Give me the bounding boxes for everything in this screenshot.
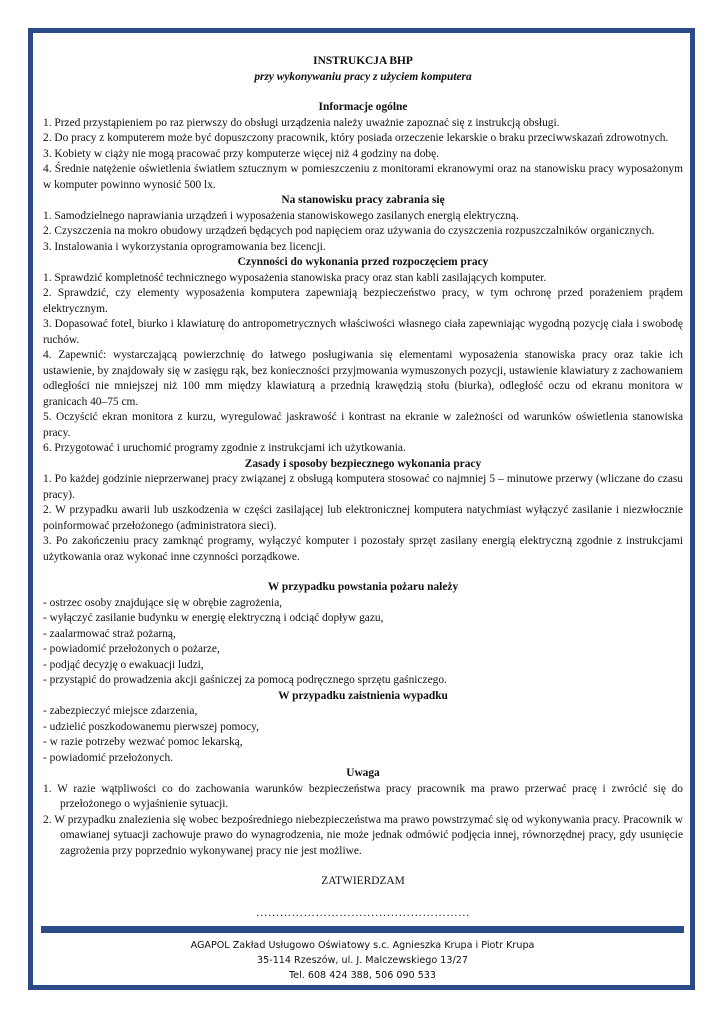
safe-work-item: 2. W przypadku awarii lub uszkodzenia w części zasilającej lub elektronicznej komputera natychmiast wyłączyć zasilanie i niezwłocznie poinformować przełożonego (administratora sieci).	[43, 504, 683, 532]
section-heading-accident: W przypadku zaistnienia wypadku	[278, 689, 448, 702]
section-heading-forbidden: Na stanowisku pracy zabrania się	[281, 194, 445, 206]
general-item: 4. Średnie natężenie oświetlenia światłem sztucznym w pomieszczeniu z monitorami ekranowymi oraz na stanowisku pracy wyposażonym w komputer powinno wynosić 500 lx.	[43, 163, 683, 191]
before-item: 1. Sprawdzić kompletność technicznego wyposażenia stanowiska pracy oraz stan kabli zasilających komputer.	[43, 271, 547, 284]
document-title: INSTRUKCJA BHP	[313, 55, 413, 67]
note-item: 1. W razie wątpliwości co do zachowania warunków bezpieczeństwa pracy pracownik ma prawo przerwać pracę i zwrócić się do przełożonego o wyjaśnienie sytuacji.	[43, 782, 683, 810]
before-item: 3. Dopasować fotel, biurko i klawiaturę do antropometrycznych właściwości własnego ciała zapewniając wygodną pozycję ciała i swobodę ruchów.	[43, 318, 683, 346]
accident-item: - zabezpieczyć miejsce zdarzenia,	[43, 705, 198, 717]
forbidden-item: 3. Instalowania i wykorzystania oprogramowania bez licencji.	[43, 240, 326, 253]
safe-work-item: 1. Po każdej godzinie nieprzerwanej pracy związanej z obsługą komputera stosować co najmniej 5 – minutowe przerwy (wliczane do czasu pracy).	[43, 473, 683, 501]
forbidden-item: 2. Czyszczenia na mokro obudowy urządzeń będących pod napięciem oraz używania do czyszczenia rozpuszczalników organicznych.	[43, 225, 655, 237]
before-item: 6. Przygotować i uruchomić programy zgodnie z instrukcjami ich użytkowania.	[43, 442, 406, 454]
accident-item: - udzielić poszkodowanemu pierwszej pomocy,	[43, 720, 259, 733]
section-heading-before: Czynności do wykonania przed rozpoczęciem pracy	[237, 256, 489, 268]
general-item: 3. Kobiety w ciąży nie mogą pracować przy komputerze więcej niż 4 godziny na dobę.	[43, 147, 439, 160]
fire-item: - zaalarmować straż pożarną,	[43, 627, 176, 640]
accident-item: - powiadomić przełożonych.	[43, 751, 173, 764]
before-item: 4. Zapewnić: wystarczającą powierzchnię do łatwego posługiwania się elementami wyposażenia stanowiska pracy oraz takie ich ustawienie, by znajdowały się w zasięgu rąk, bez konieczności przyjmowania wymuszonych pozycji, ustawienie klawiatury z zachowaniem odległości nie mniejszej niż 100 mm między klawiaturą a przednią krawędzią stołu (biurka), odległość oczu od ekranu monitora w granicach 40–75 cm.	[43, 349, 683, 408]
general-item: 2. Do pracy z komputerem może być dopuszczony pracownik, który posiada orzeczenie lekarskie o braku przeciwwskazań zdrowotnych.	[43, 132, 669, 144]
section-heading-general: Informacje ogólne	[318, 101, 408, 113]
safe-work-item: 3. Po zakończeniu pracy zamknąć programy, wyłączyć komputer i pozostały sprzęt zasilany energią elektryczną zgodnie z instrukcjami użytkowania oraz wykonać inne czynności porządkowe.	[43, 535, 683, 563]
section-heading-note: Uwaga	[346, 767, 380, 779]
before-item: 2. Sprawdzić, czy elementy wyposażenia komputera zapewniają bezpieczeństwo pracy, w tym ochronę przed porażeniem prądem elektrycznym.	[43, 287, 683, 315]
fire-item: - przystąpić do prowadzenia akcji gaśniczej za pomocą podręcznego sprzętu gaśniczego.	[43, 674, 447, 686]
instruction-document	[43, 54, 683, 921]
section-heading-fire: W przypadku powstania pożaru należy	[267, 581, 459, 593]
signature-line: ………………………………………………	[255, 906, 471, 919]
footer-address: 35-114 Rzeszów, ul. J. Malczewskiego 13/27	[257, 955, 468, 966]
footer-phone: Tel. 608 424 388, 506 090 533	[288, 970, 437, 981]
section-heading-safe-work: Zasady i sposoby bezpiecznego wykonania pracy	[244, 457, 482, 470]
general-item: 1. Przed przystąpieniem po raz pierwszy do obsługi urządzenia należy uważnie zapoznać się z instrukcją obsługi.	[43, 116, 560, 129]
accident-item: - w razie potrzeby wezwać pomoc lekarską,	[43, 736, 243, 748]
fire-item: - podjąć decyzję o ewakuacji ludzi,	[43, 658, 204, 671]
approval-label: ZATWIERDZAM	[321, 875, 405, 887]
fire-item: - ostrzec osoby znajdujące się w obrębie zagrożenia,	[43, 596, 283, 609]
forbidden-item: 1. Samodzielnego naprawiania urządzeń i wyposażenia stanowiskowego zasilanych energią elektryczną.	[43, 209, 519, 222]
footer-divider	[41, 926, 684, 933]
before-item: 5. Oczyścić ekran monitora z kurzu, wyregulować jaskrawość i kontrast na ekranie w zależności od warunków oświetlenia stanowiska pracy.	[43, 411, 683, 439]
note-item: 2. W przypadku znalezienia się wobec bezpośredniego niebezpieczeństwa ma prawo powstrzymać się od wykonywania pracy. Pracownik w omawianej sytuacji zachowuje prawo do wynagrodzenia, nie może jednak odmówić podjęcia innej, równorzędnej pracy, gdy usunięcie zagrożenia przy poprzednio wykonywanej pracy nie jest możliwe.	[43, 813, 683, 857]
document-subtitle: przy wykonywaniu pracy z użyciem komputera	[254, 70, 472, 83]
fire-item: - powiadomić przełożonych o pożarze,	[43, 643, 220, 655]
footer	[41, 938, 684, 983]
fire-item: - wyłączyć zasilanie budynku w energię elektryczną i odciąć dopływ gazu,	[43, 612, 384, 624]
footer-company: AGAPOL Zakład Usługowo Oświatowy s.c. Agnieszka Krupa i Piotr Krupa	[190, 940, 535, 951]
